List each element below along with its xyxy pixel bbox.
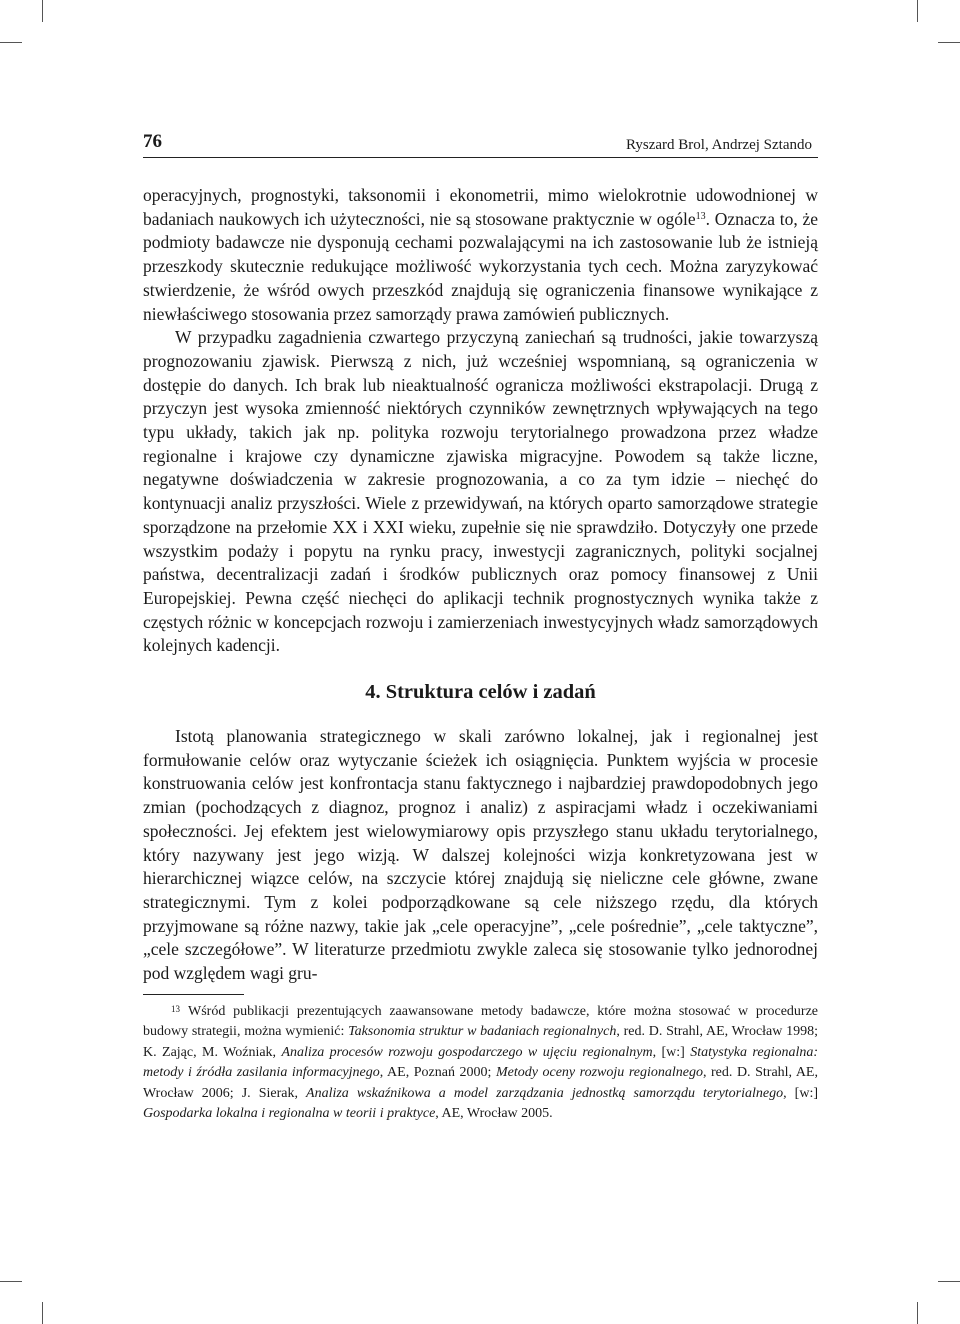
footnote-text: Wśród publikacji prezentujących zaawansowane metody badawcze, które można stosować w procedurze budowy strategii, można wymienić: <box>143 1003 818 1040</box>
paragraph: W przypadku zagadnienia czwartego przyczyną zaniechań są trudności, jakie towarzyszą prognozowaniu zjawisk. Pierwszą z nich, już wcześniej wspomnianą, są ograniczenia w dostępie do danych. Ich brak lub nieaktualność ogranicza możliwości ekstrapolacji. Drugą z przyczyn jest wysoka zmienność niektórych czynników zewnętrznych wpływających na tego typu układy, takich jak np. polityka rozwoju terytorialnego prowadzona przez władze regionalne i krajowe czy dynamiczne zjawiska migracyjne. Powodem są także liczne, negatywne doświadczenia w zakresie prognozowania, a co za tym idzie – niechęć do kontynuacji analiz przyszłości. Wiele z przewidywań, na których oparto samorządowe strategie sporządzone na przełomie XX i XXI wieku, zupełnie się nie sprawdziło. Dotyczyły one przede wszystkim podaży i popytu na rynku pracy, inwestycji zagranicznych, polityki socjalnej państwa, decentralizacji zadań i środków publicznych oraz pomocy finansowej z Unii Europejskiej. Pewna część niechęci do aplikacji technik prognostycznych wynika także z częstych różnic w koncepcjach rozwoju i zamierzeniach inwestycyjnych władz samorządowych kolejnych kadencji. <box>143 327 818 656</box>
footnote-text: , [w:] <box>652 1044 691 1060</box>
page-header <box>143 128 818 158</box>
footnote-title: Analiza wskaźnikowa a model zarządzania jednostką samorządu terytorialnego <box>306 1085 784 1101</box>
crop-mark <box>42 1302 43 1324</box>
footnote-text: , AE, Wrocław 2005. <box>435 1106 553 1122</box>
footnote-title: Taksonomia struktur w badaniach regionalnych <box>348 1024 617 1040</box>
page-number: 76 <box>143 131 162 152</box>
footnote-title: Statystyka regionalna: metody i źródła zasilania informacyjnego <box>143 1044 819 1081</box>
footnote-number: 13 <box>171 1003 180 1014</box>
section-heading: 4. Struktura celów i zadań <box>365 681 596 704</box>
crop-mark <box>938 1281 960 1282</box>
crop-mark <box>938 42 960 43</box>
paragraph-text: . Oznacza to, że podmioty badawcze nie dysponują cechami pozwalającymi na ich zastosowanie lub że istnieją przeszkody skutecznie redukujące możliwość wykorzystania tych cech. Można zaryzykować stwierdzenie, że wśród owych przeszkód znajdują się ograniczenia finansowe wynikające z niewłaściwego stosowania przez samorządy prawa zamówień publicznych. <box>143 208 819 324</box>
crop-mark <box>917 1302 918 1324</box>
crop-mark <box>42 0 43 22</box>
crop-mark <box>0 42 22 43</box>
paragraph: Istotą planowania strategicznego w skali zarówno lokalnej, jak i regionalnej jest formułowanie celów oraz wytyczanie ścieżek ich osiągnięcia. Punktem wyjścia w procesie konstruowania celów jest konfrontacja stanu faktycznego i najbardziej prawdopodobnych jego zmian (pochodzących z diagnoz, prognoz i analiz) z aspiracjami władz i oczekiwaniami społeczności. Jej efektem jest wielowymiarowy opis przyszłego stanu układu terytorialnego, który nazywany jest jego wizją. W dalszej kolejności wizja konkretyzowana jest w hierarchicznej wiązce celów, na szczycie której znajdują się nieliczne cele główne, zwane strategicznymi. Tym z kolei podporządkowane są cele niższego rzędu, dla których przyjmowane są różne nazwy, takie jak „cele operacyjne”, „cele pośrednie”, „cele taktyczne”, „cele szczegółowe”. W literaturze przedmiotu zwykle zaleca się stosowanie tylko jednorodnej pod względem wagi gru- <box>143 726 818 984</box>
footnote-text: , red. D. Strahl, AE, Wrocław 2006; J. Sierak, <box>143 1065 818 1101</box>
footnote-text: , AE, Poznań 2000; <box>379 1065 496 1081</box>
page <box>143 128 818 1125</box>
running-title: Ryszard Brol, Andrzej Sztando <box>625 137 812 153</box>
paragraph <box>143 184 818 326</box>
paragraph-text: operacyjnych, prognostyki, taksonomii i ekonometrii, mimo wielokrotnie udowodnionej w badaniach naukowych ich użyteczności, nie są stosowane praktycznie w ogóle <box>143 185 818 229</box>
footnote-title: Metody oceny rozwoju regionalnego <box>495 1065 703 1081</box>
footnote-text: , [w:] <box>783 1085 818 1101</box>
crop-mark <box>917 0 918 22</box>
footnote-ref[interactable]: 13 <box>695 210 706 222</box>
footnote-title: Analiza procesów rozwoju gospodarczego w ujęciu regionalnym <box>281 1044 653 1060</box>
crop-mark <box>0 1281 22 1282</box>
footnote <box>143 1002 818 1125</box>
footnote-divider <box>143 994 244 995</box>
footnote-title: Gospodarka lokalna i regionalna w teorii i praktyce <box>143 1106 436 1122</box>
main-text <box>143 184 818 1125</box>
footnote-text: , red. D. Strahl, AE, Wrocław 1998; K. Zając, M. Woźniak, <box>143 1024 819 1060</box>
